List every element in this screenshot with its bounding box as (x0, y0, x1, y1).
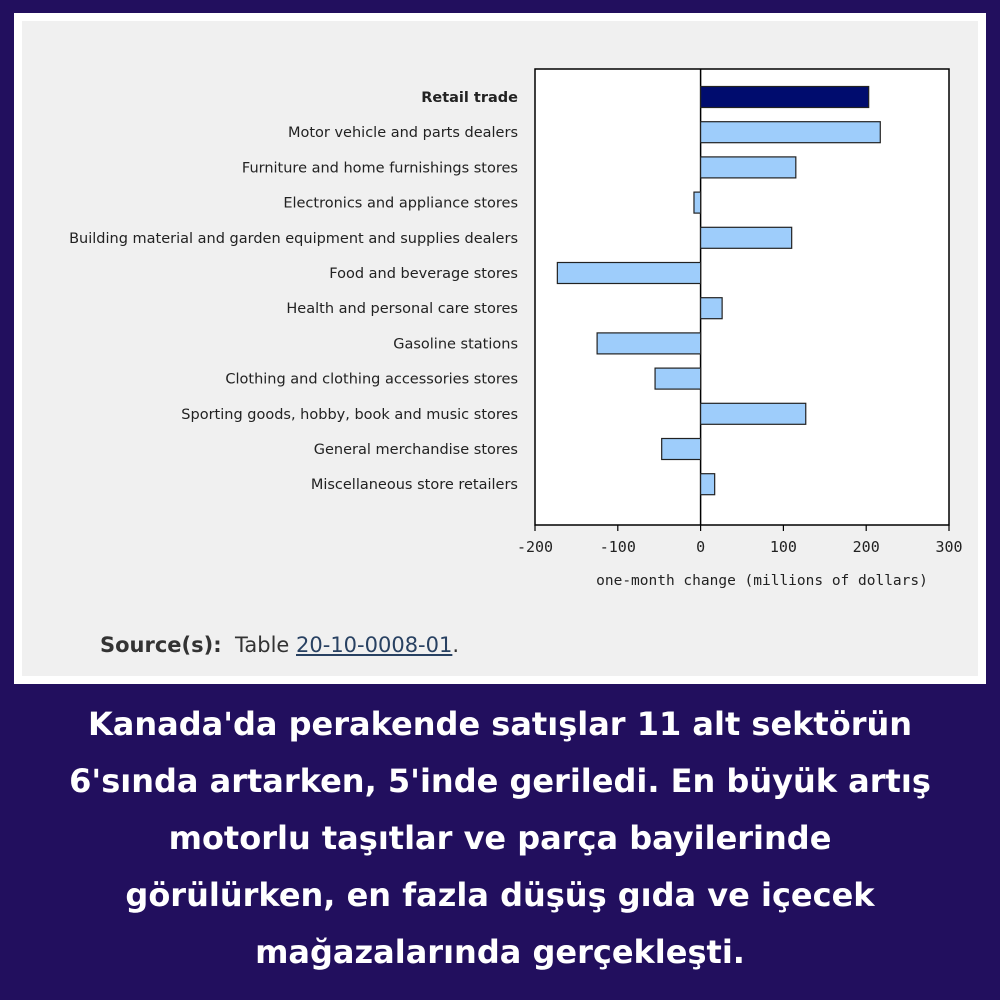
category-label: Food and beverage stores (329, 266, 518, 282)
bar (655, 368, 701, 389)
source-table-link[interactable]: 20-10-0008-01 (296, 633, 453, 657)
bar (557, 263, 700, 284)
source-suffix: . (452, 633, 460, 657)
x-tick-label: 300 (935, 538, 963, 556)
x-tick-label: 0 (696, 538, 706, 556)
caption (20, 696, 980, 981)
bar (701, 227, 792, 248)
category-label: Electronics and appliance stores (283, 195, 518, 212)
x-axis-label: one-month change (millions of dollars) (596, 573, 928, 589)
caption-line: 6'sında artarken, 5'inde geriledi. En büyük artış (69, 762, 931, 800)
category-label: Furniture and home furnishings stores (241, 160, 518, 177)
source-note (100, 633, 459, 657)
category-label: Motor vehicle and parts dealers (287, 125, 518, 142)
source-prefix: Table (235, 633, 290, 657)
x-tick-label: 100 (769, 538, 797, 556)
bar (701, 87, 869, 108)
x-tick-label: -100 (599, 538, 636, 556)
bar-chart (14, 13, 986, 684)
bar (701, 474, 715, 495)
x-tick-label: -200 (516, 538, 554, 556)
chart-panel (14, 13, 986, 684)
source-label: Source(s): (100, 633, 222, 657)
category-label: Miscellaneous store retailers (310, 477, 518, 494)
category-label: Clothing and clothing accessories stores (225, 371, 518, 388)
category-label: Gasoline stations (393, 336, 518, 353)
bar (701, 403, 806, 424)
category-label: Building material and garden equipment and supplies dealers (69, 230, 518, 247)
bar (701, 298, 723, 319)
bar (701, 122, 881, 143)
category-label: Sporting goods, hobby, book and music stores (181, 406, 518, 423)
category-label: General merchandise stores (313, 442, 518, 458)
caption-line: Kanada'da perakende satışlar 11 alt sektörün (87, 705, 913, 743)
bar (694, 192, 701, 213)
caption-line: mağazalarında gerçekleşti. (255, 933, 745, 971)
category-label: Retail trade (421, 90, 518, 106)
caption-line: motorlu taşıtlar ve parça bayilerinde (168, 819, 832, 857)
x-tick-label: 200 (852, 538, 880, 556)
caption-line: görülürken, en fazla düşüş gıda ve içecek (125, 876, 875, 914)
bar (662, 439, 701, 460)
bar (597, 333, 701, 354)
bar (701, 157, 796, 178)
category-label: Health and personal care stores (286, 301, 518, 318)
